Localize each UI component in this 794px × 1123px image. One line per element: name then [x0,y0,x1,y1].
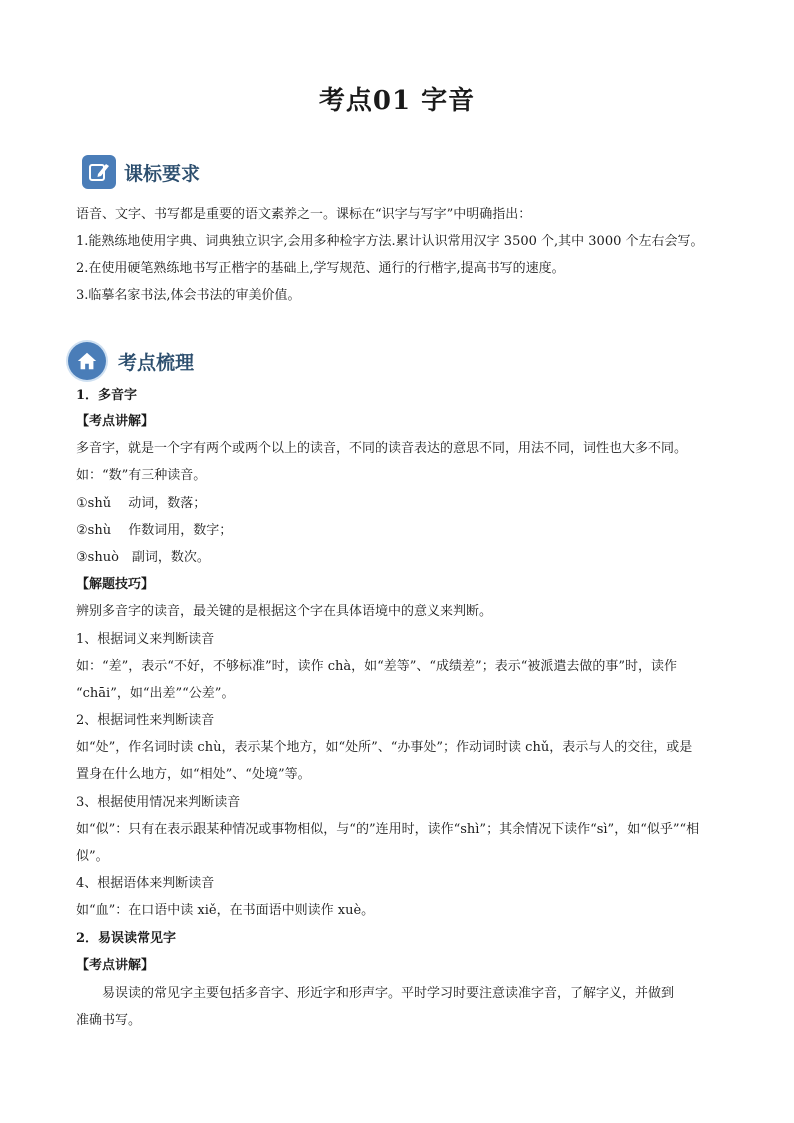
page-title: 考点01 字音 [318,86,476,116]
method-1-text-b: “chāi”，如“出差”“公差”。 [76,686,235,701]
section-header-curriculum [82,155,200,189]
reading-item-1: ①shǔ 动词，数落； [76,496,207,511]
subheading-tips: 【解题技巧】 [76,577,155,592]
section-header-review [68,342,194,380]
paragraph-misread-a: 易误读的常见字主要包括多音字、形近字和形声字。平时学习时要注意读准字音，了解字义，并做到 [76,986,675,1001]
reading-item-2: ②shù 作数词用，数字； [76,523,233,538]
curriculum-item-1: 1.能熟练地使用字典、词典独立识字,会用多种检字方法.累计认识常用汉字 3500 个,其中 3000 个左右会写。 [76,234,704,249]
heading-misread: 2．易误读常见字 [76,931,177,946]
method-2-title: 2、根据词性来判断读音 [76,713,215,728]
pencil-edit-icon [82,155,116,189]
method-3-title: 3、根据使用情况来判断读音 [76,795,241,810]
method-4-text: 如“血”：在口语中读 xiě，在书面语中则读作 xuè。 [76,903,375,918]
paragraph-tips: 辨别多音字的读音，最关键的是根据这个字在具体语境中的意义来判断。 [76,604,493,619]
paragraph-polyphone-def: 多音字，就是一个字有两个或两个以上的读音，不同的读音表达的意思不同，用法不同，词性也大多不同。 [76,441,688,456]
paragraph-example: 如：“数”有三种读音。 [76,468,207,483]
method-1-text-a: 如：“差”，表示“不好，不够标准”时，读作 chà，如“差等”、“成绩差”；表示“被派遣去做的事”时，读作 [76,659,677,674]
section-title-curriculum: 课标要求 [124,162,201,185]
subheading-explain-2: 【考点讲解】 [76,958,155,973]
method-4-title: 4、根据语体来判断读音 [76,876,215,891]
subheading-explain-1: 【考点讲解】 [76,414,155,429]
section-title-review: 考点梳理 [118,351,195,374]
method-1-title: 1、根据词义来判断读音 [76,632,215,647]
method-2-text-b: 置身在什么地方，如“相处”、“处境”等。 [76,767,311,782]
curriculum-item-2: 2.在使用硬笔熟练地书写正楷字的基础上,学写规范、通行的行楷字,提高书写的速度。 [76,261,565,276]
curriculum-item-3: 3.临摹名家书法,体会书法的审美价值。 [76,288,301,303]
method-3-text-a: 如“似”：只有在表示跟某种情况或事物相似，与“的”连用时，读作“shì”；其余情况下读作“sì”，如“似乎”“相 [76,822,700,837]
paragraph-misread-b: 准确书写。 [76,1013,142,1028]
method-3-text-b: 似”。 [76,849,109,864]
heading-polyphone: 1．多音字 [76,388,138,403]
method-2-text-a: 如“处”，作名词时读 chù，表示某个地方，如“处所”、“办事处”；作动词时读 chǔ，表示与人的交往，或是 [76,740,693,755]
reading-item-3: ③shuò 副词，数次。 [76,550,210,565]
home-icon [68,342,106,380]
curriculum-intro: 语音、文字、书写都是重要的语文素养之一。课标在“识字与写字”中明确指出： [76,207,532,222]
